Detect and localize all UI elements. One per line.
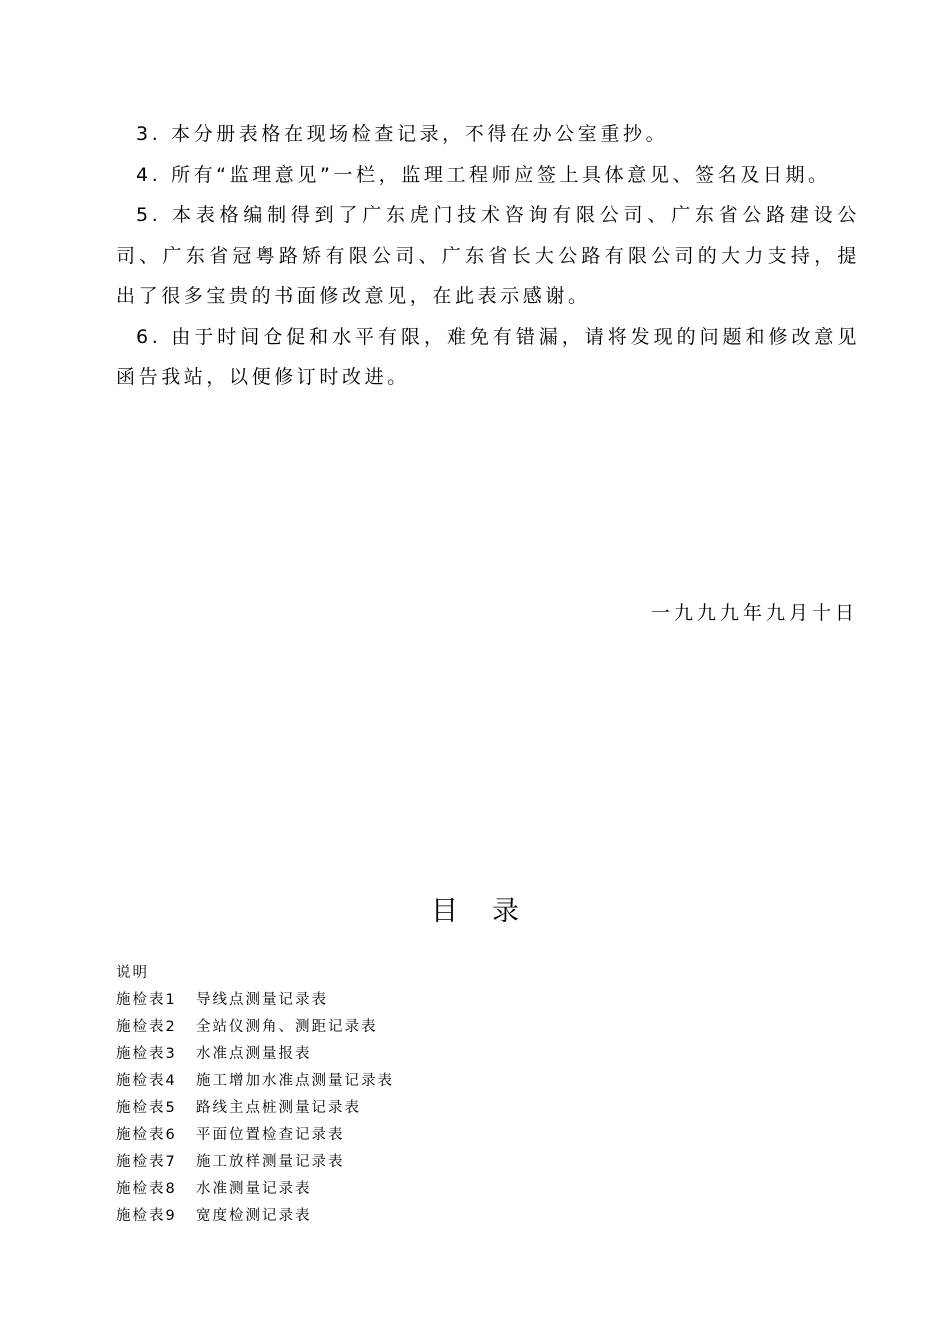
toc-item [116,1176,616,1203]
toc-item-title: 平面位置检查记录表 [196,1127,345,1143]
toc-item [116,1203,616,1230]
toc-item-code: 施检表5 [116,1100,177,1116]
toc-item-code: 施检表8 [116,1181,177,1197]
toc-title: 目录 [431,896,553,927]
toc-item-code: 施检表3 [116,1046,177,1062]
toc-item [116,1041,616,1068]
toc-item-code: 施检表9 [116,1208,177,1224]
note-paragraph-5: 5. 本表格编制得到了广东虎门技术咨询有限公司、广东省公路建设公司、广东省冠粤路矫有限公司、广东省长大公路有限公司的大力支持，提出了很多宝贵的书面修改意见，在此表示感谢。 [116,204,860,307]
toc-item-title: 全站仪测角、测距记录表 [196,1019,378,1035]
toc-item-code: 施检表4 [116,1073,177,1089]
toc-item-title: 路线主点桩测量记录表 [196,1100,361,1116]
toc-item-title: 水准测量记录表 [196,1181,312,1197]
toc-item-code: 施检表1 [116,992,177,1008]
note-paragraph-6: 6. 由于时间仓促和水平有限，难免有错漏，请将发现的问题和修改意见函告我站，以便修订时改进。 [116,325,860,388]
toc-item-code: 施检表7 [116,1154,177,1170]
toc-item [116,1149,616,1176]
toc-item [116,960,616,987]
toc-item-title: 施工增加水准点测量记录表 [196,1073,394,1089]
toc-item-title: 导线点测量记录表 [196,992,328,1008]
toc-item [116,1014,616,1041]
toc-item-title: 施工放样测量记录表 [196,1154,345,1170]
toc-item [116,1122,616,1149]
toc-item [116,1095,616,1122]
toc-item-code: 施检表6 [116,1127,177,1143]
notes-section [116,114,860,398]
note-paragraph-4: 4. 所有“监理意见”一栏，监理工程师应签上具体意见、签名及日期。 [136,163,831,186]
toc-item-code: 说明 [116,965,149,981]
document-date: 一九九九年九月十日 [650,602,858,624]
toc-item-title: 宽度检测记录表 [196,1208,312,1224]
toc-item-code: 施检表2 [116,1019,177,1035]
toc-item [116,987,616,1014]
toc-item [116,1068,616,1095]
note-paragraph-3: 3. 本分册表格在现场检查记录，不得在办公室重抄。 [136,123,669,145]
toc-list [116,960,616,1230]
toc-item-title: 水准点测量报表 [196,1046,312,1062]
